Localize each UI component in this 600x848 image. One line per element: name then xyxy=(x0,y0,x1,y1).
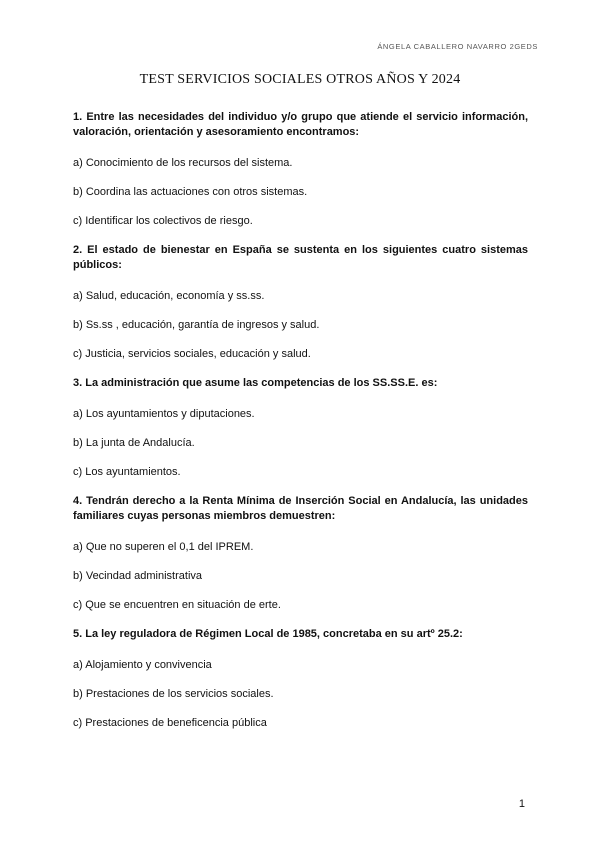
question-block xyxy=(73,110,528,228)
option-c: c) Prestaciones de beneficencia pública xyxy=(73,717,267,729)
option-a: a) Que no superen el 0,1 del IPREM. xyxy=(73,541,254,553)
option-a: a) Salud, educación, economía y ss.ss. xyxy=(73,290,265,302)
option-a: a) Alojamiento y convivencia xyxy=(73,659,212,671)
question-list xyxy=(73,110,528,745)
option-b: b) Vecindad administrativa xyxy=(73,570,203,582)
question-text: 4. Tendrán derecho a la Renta Mínima de Inserción Social en Andalucía, las unidades familiares cuyas personas miembros demuestren: xyxy=(73,495,528,522)
option-b: b) Ss.ss , educación, garantía de ingresos y salud. xyxy=(73,319,320,331)
option-b: b) Coordina las actuaciones con otros sistemas. xyxy=(73,186,308,198)
question-text: 5. La ley reguladora de Régimen Local de 1985, concretaba en su artº 25.2: xyxy=(73,628,463,640)
question-text: 2. El estado de bienestar en España se sustenta en los siguientes cuatro sistemas públicos: xyxy=(73,244,528,271)
option-a: a) Los ayuntamientos y diputaciones. xyxy=(73,408,255,420)
page-number: 1 xyxy=(518,798,525,810)
question-block xyxy=(73,376,528,479)
option-c: c) Los ayuntamientos. xyxy=(73,466,181,478)
question-block xyxy=(73,627,528,730)
option-b: b) Prestaciones de los servicios sociales. xyxy=(73,688,274,700)
question-text: 1. Entre las necesidades del individuo y/o grupo que atiende el servicio información, valoración, orientación y asesoramiento encontramos: xyxy=(73,111,528,138)
document-title: TEST SERVICIOS SOCIALES OTROS AÑOS Y 2024 xyxy=(139,72,461,87)
option-a: a) Conocimiento de los recursos del sistema. xyxy=(73,157,293,169)
question-text: 3. La administración que asume las competencias de los SS.SS.E. es: xyxy=(73,377,438,389)
option-c: c) Identificar los colectivos de riesgo. xyxy=(73,215,253,227)
option-c: c) Que se encuentren en situación de erte. xyxy=(73,599,281,611)
question-block xyxy=(73,243,528,361)
header-author: ÁNGELA CABALLERO NAVARRO 2GEDS xyxy=(377,42,538,51)
option-c: c) Justicia, servicios sociales, educación y salud. xyxy=(73,348,311,360)
question-block xyxy=(73,494,528,612)
option-b: b) La junta de Andalucía. xyxy=(73,437,195,449)
